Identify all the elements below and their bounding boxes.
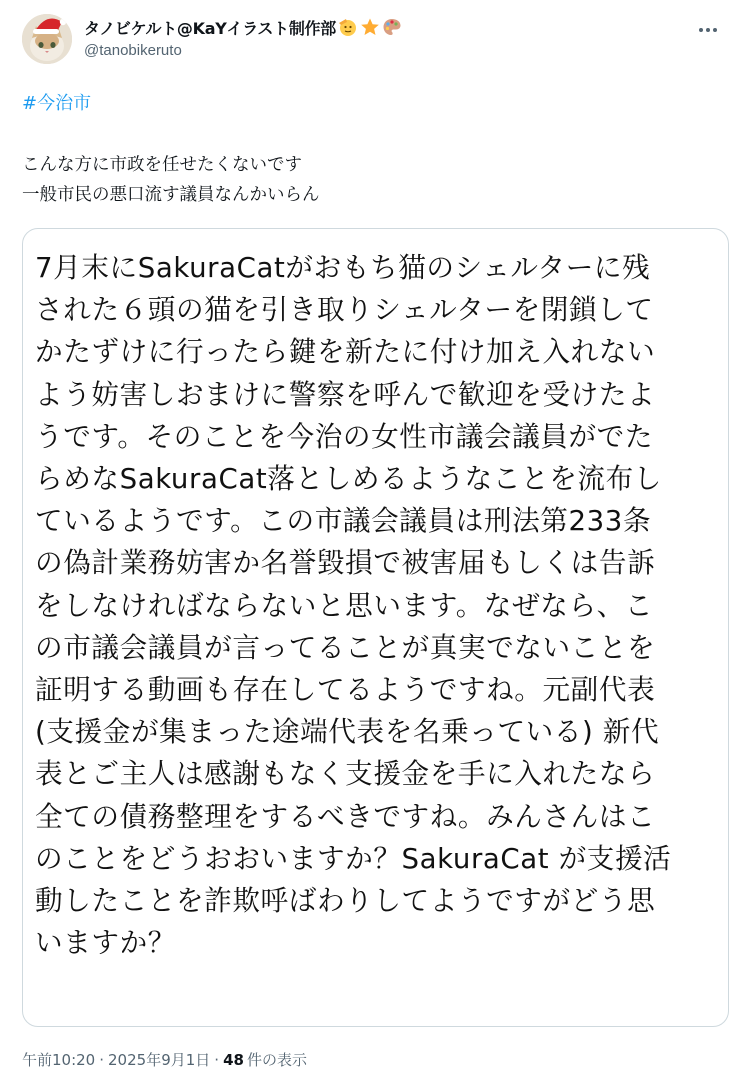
post-time[interactable]: 午前10:20 [22, 1051, 96, 1069]
views-count[interactable]: 48 [223, 1050, 244, 1069]
image-text-line: かたずけに行ったら鍵を新たに付け加え入れない [35, 335, 656, 369]
avatar[interactable] [22, 14, 72, 64]
image-text [35, 247, 721, 964]
tweet-body-line: こんな方に市政を任せたくないです [22, 155, 302, 175]
author-names [84, 15, 402, 59]
display-name[interactable]: タノビケルト@KaYイラスト制作部 [84, 18, 336, 38]
tweet-meta [22, 1049, 307, 1070]
image-text-line: (支援金が集まった途端代表を名乗っている) 新代 [35, 715, 660, 749]
image-text-line: らめなSakuraCat落としめるようなことを流布し [35, 462, 662, 496]
image-text-line: された６頭の猫を引き取りシェルターを閉鎖して [35, 293, 654, 327]
tweet-header [22, 14, 722, 66]
image-text-line: のことをどうおおいますか？SakuraCat が支援活 [35, 841, 672, 875]
image-text-line: の偽計業務妨害か名誉毀損で被害届もしくは告訴 [35, 546, 656, 580]
image-text-line: いますか？ [35, 926, 176, 960]
star-emoji-icon [360, 17, 380, 37]
image-text-line: ているようです。この市議会議員は刑法第233条 [35, 504, 652, 538]
more-options-button[interactable] [694, 18, 722, 42]
tweet-body-line: 一般市民の悪口流す議員なんかいらん [22, 185, 320, 205]
author-handle[interactable]: @tanobikeruto [84, 42, 182, 59]
views-label[interactable]: 件の表示 [246, 1051, 307, 1069]
image-text-line: うです。そのことを今治の女性市議会議員がでた [35, 419, 654, 453]
image-text-line: 動したことを詐欺呼ばわりしてようですがどう思 [35, 884, 656, 918]
attached-image[interactable] [22, 228, 729, 1027]
meta-separator: · [99, 1050, 105, 1069]
image-text-line: 全ての債務整理をするべきですね。みんさんはこ [35, 799, 656, 833]
artist-palette-emoji-icon [382, 17, 402, 37]
hashtag-link[interactable]: #今治市 [22, 93, 92, 114]
image-text-line: の市議会議員が言ってることが真実でないことを [35, 630, 656, 664]
cat-avatar-icon [22, 14, 72, 64]
image-text-line: 表とご主人は感謝もなく支援金を手に入れたなら [35, 757, 656, 791]
image-text-line: よう妨害しおまけに警察を呼んで歓迎を受けたよ [35, 377, 656, 411]
display-name-row[interactable] [84, 15, 402, 39]
ellipsis-icon [698, 27, 718, 33]
tweet-body [22, 150, 320, 210]
image-text-line: 証明する動画も存在してるようですね。元副代表 [35, 673, 656, 707]
post-date[interactable]: 2025年9月1日 [108, 1051, 211, 1069]
image-text-line: 7月末にSakuraCatがおもち猫のシェルターに残 [35, 251, 651, 284]
meta-separator: · [214, 1050, 220, 1069]
saluting-face-emoji-icon [338, 17, 358, 37]
image-text-line: をしなければならないと思います。なぜなら、こ [35, 588, 654, 622]
